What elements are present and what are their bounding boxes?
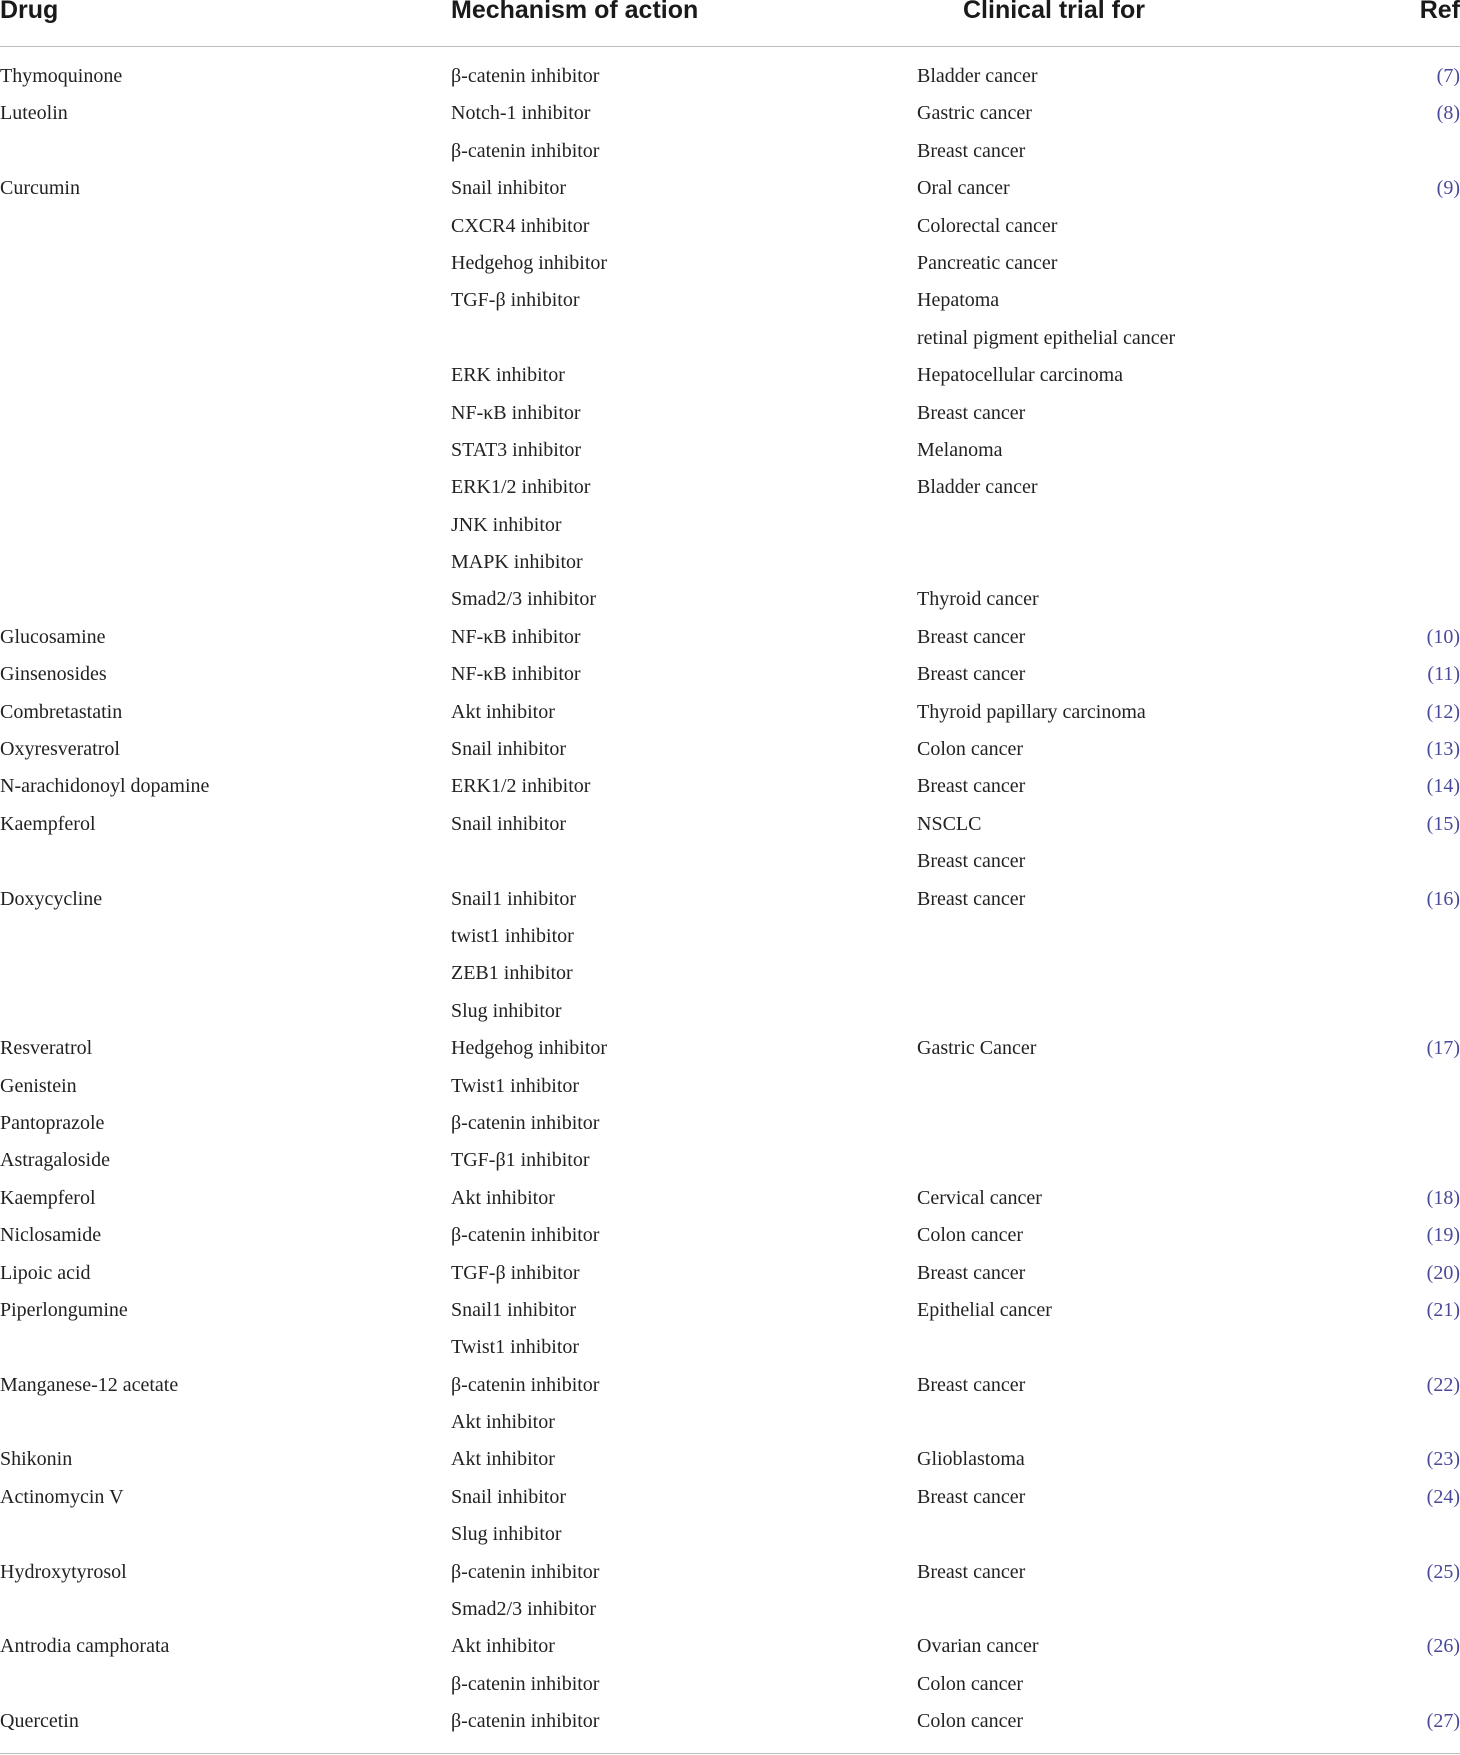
cell-drug: Doxycycline: [0, 887, 103, 910]
table-row: [0, 1218, 1460, 1255]
cell-mechanism: Hedgehog inhibitor: [451, 1037, 608, 1060]
cell-mechanism: β-catenin inhibitor: [451, 65, 600, 87]
table-row: [0, 1069, 1460, 1106]
cell-mechanism: β-catenin inhibitor: [451, 1710, 600, 1733]
cell-mechanism: β-catenin inhibitor: [451, 1560, 600, 1583]
cell-mechanism: β-catenin inhibitor: [451, 139, 600, 162]
table-row: [0, 882, 1460, 919]
cell-clinical-trial: Colon cancer: [917, 1224, 1024, 1247]
table-row: [0, 807, 1460, 844]
table-row: [0, 209, 1460, 246]
cell-mechanism: β-catenin inhibitor: [451, 1111, 600, 1134]
cell-clinical-trial: Breast cancer: [917, 887, 1026, 910]
cell-drug: Resveratrol: [0, 1037, 93, 1060]
cell-mechanism: ZEB1 inhibitor: [451, 962, 573, 985]
cell-mechanism: Snail inhibitor: [451, 738, 566, 761]
cell-mechanism: ERK1/2 inhibitor: [451, 476, 591, 499]
cell-mechanism: Twist1 inhibitor: [451, 1074, 580, 1097]
table-row: [0, 657, 1460, 694]
table-row: [0, 134, 1460, 171]
cell-drug: Pantoprazole: [0, 1111, 105, 1134]
header-mechanism: Mechanism of action: [451, 0, 699, 24]
cell-drug: Astragaloside: [0, 1149, 110, 1172]
table-row: [0, 1106, 1460, 1143]
cell-drug: Shikonin: [0, 1448, 73, 1471]
cell-drug: Combretastatin: [0, 700, 123, 723]
cell-mechanism: Akt inhibitor: [451, 1186, 555, 1209]
cell-drug: Quercetin: [0, 1710, 79, 1733]
table-body: [0, 59, 1460, 1742]
cell-drug: Niclosamide: [0, 1224, 102, 1247]
cell-clinical-trial: Oral cancer: [917, 177, 1010, 200]
table-row: [0, 433, 1460, 470]
cell-ref[interactable]: (26): [1426, 1635, 1460, 1658]
cell-clinical-trial: Glioblastoma: [917, 1448, 1025, 1471]
cell-drug: Ginsenosides: [0, 663, 107, 686]
cell-clinical-trial: Gastric Cancer: [917, 1037, 1037, 1060]
cell-ref[interactable]: (21): [1426, 1298, 1460, 1321]
table-row: [0, 1330, 1460, 1367]
header-drug: Drug: [0, 0, 59, 24]
cell-drug: Kaempferol: [0, 812, 96, 835]
cell-clinical-trial: Breast cancer: [917, 139, 1026, 162]
cell-mechanism: Snail inhibitor: [451, 812, 566, 835]
cell-clinical-trial: Colon cancer: [917, 1672, 1024, 1695]
cell-drug: N-arachidonoyl dopamine: [0, 775, 210, 798]
cell-mechanism: β-catenin inhibitor: [451, 1373, 600, 1396]
cell-mechanism: Snail inhibitor: [451, 177, 566, 200]
table-row: [0, 769, 1460, 806]
header-ref: Ref: [1419, 0, 1460, 24]
cell-mechanism: β-catenin inhibitor: [451, 1672, 600, 1695]
cell-mechanism: Akt inhibitor: [451, 1635, 555, 1658]
cell-drug: Piperlongumine: [0, 1298, 128, 1321]
cell-mechanism: ERK1/2 inhibitor: [451, 775, 591, 798]
table-header: [0, 0, 1460, 47]
cell-mechanism: ERK inhibitor: [451, 364, 565, 387]
cell-drug: Thymoquinone: [0, 65, 123, 87]
cell-drug: Kaempferol: [0, 1186, 96, 1209]
table-row: [0, 321, 1460, 358]
cell-ref[interactable]: (19): [1426, 1224, 1460, 1247]
table-row: [0, 508, 1460, 545]
cell-clinical-trial: Breast cancer: [917, 625, 1026, 648]
cell-drug: Luteolin: [0, 102, 68, 125]
table-row: [0, 1256, 1460, 1293]
table-row: [0, 919, 1460, 956]
cell-mechanism: NF-κB inhibitor: [451, 401, 581, 424]
cell-clinical-trial: NSCLC: [917, 812, 982, 835]
cell-ref[interactable]: (24): [1426, 1485, 1460, 1508]
table-row: [0, 1405, 1460, 1442]
cell-mechanism: STAT3 inhibitor: [451, 438, 582, 461]
cell-mechanism: Snail1 inhibitor: [451, 1298, 576, 1321]
table-row: [0, 695, 1460, 732]
table-row: [0, 956, 1460, 993]
table-row: [0, 396, 1460, 433]
table-row: [0, 844, 1460, 881]
table-row: [0, 1555, 1460, 1592]
cell-drug: Hydroxytyrosol: [0, 1560, 127, 1583]
cell-mechanism: JNK inhibitor: [451, 513, 562, 536]
cell-drug: Genistein: [0, 1074, 77, 1097]
cell-ref[interactable]: (11): [1427, 663, 1460, 686]
cell-ref[interactable]: (20): [1426, 1261, 1460, 1284]
cell-mechanism: Smad2/3 inhibitor: [451, 588, 596, 611]
cell-clinical-trial: Thyroid cancer: [917, 588, 1039, 611]
cell-mechanism: Akt inhibitor: [451, 700, 555, 723]
cell-clinical-trial: Breast cancer: [917, 775, 1026, 798]
cell-clinical-trial: Hepatocellular carcinoma: [917, 364, 1123, 387]
cell-clinical-trial: Epithelial cancer: [917, 1298, 1052, 1321]
cell-ref[interactable]: (16): [1426, 887, 1460, 910]
cell-mechanism: twist1 inhibitor: [451, 924, 574, 947]
table-row: [0, 1181, 1460, 1218]
cell-clinical-trial: Bladder cancer: [917, 476, 1038, 499]
cell-clinical-trial: Breast cancer: [917, 1485, 1026, 1508]
cell-ref[interactable]: (12): [1426, 700, 1460, 723]
cell-drug: Lipoic acid: [0, 1261, 91, 1284]
cell-drug: Actinomycin V: [0, 1485, 124, 1508]
cell-ref[interactable]: (18): [1426, 1186, 1460, 1209]
cell-mechanism: Akt inhibitor: [451, 1448, 555, 1471]
cell-clinical-trial: Breast cancer: [917, 1261, 1026, 1284]
cell-clinical-trial: Melanoma: [917, 438, 1003, 461]
table-row: [0, 1667, 1460, 1704]
cell-drug: Oxyresveratrol: [0, 738, 120, 761]
cell-mechanism: CXCR4 inhibitor: [451, 214, 590, 237]
cell-mechanism: Akt inhibitor: [451, 1411, 555, 1434]
table-row: [0, 470, 1460, 507]
table-row: [0, 1629, 1460, 1666]
cell-ref[interactable]: (8): [1436, 102, 1460, 125]
cell-ref[interactable]: (15): [1426, 812, 1460, 835]
cell-clinical-trial: Breast cancer: [917, 850, 1026, 873]
table-row: [0, 732, 1460, 769]
cell-ref[interactable]: (14): [1426, 775, 1460, 798]
cell-mechanism: TGF-β inhibitor: [451, 289, 580, 312]
cell-mechanism: β-catenin inhibitor: [451, 1224, 600, 1247]
cell-clinical-trial: Bladder cancer: [917, 65, 1038, 87]
table-row: [0, 1480, 1460, 1517]
cell-ref[interactable]: (22): [1426, 1373, 1460, 1396]
header-clinical-trial: Clinical trial for: [963, 0, 1145, 24]
cell-ref[interactable]: (9): [1436, 177, 1460, 200]
cell-ref[interactable]: (25): [1426, 1560, 1460, 1583]
table-row: [0, 171, 1460, 208]
table-row: [0, 1517, 1460, 1554]
cell-mechanism: Notch-1 inhibitor: [451, 102, 591, 125]
cell-mechanism: Slug inhibitor: [451, 999, 562, 1022]
table-row: [0, 1143, 1460, 1180]
table-row: [0, 620, 1460, 657]
cell-drug: Antrodia camphorata: [0, 1635, 170, 1658]
table-row: [0, 246, 1460, 283]
cell-mechanism: Twist1 inhibitor: [451, 1336, 580, 1359]
cell-drug: Glucosamine: [0, 625, 106, 648]
cell-mechanism: TGF-β1 inhibitor: [451, 1149, 590, 1172]
cell-clinical-trial: Colon cancer: [917, 738, 1024, 761]
cell-mechanism: NF-κB inhibitor: [451, 663, 581, 686]
cell-clinical-trial: Hepatoma: [917, 289, 1000, 312]
table-row: [0, 1442, 1460, 1479]
cell-clinical-trial: Cervical cancer: [917, 1186, 1042, 1209]
table-row: [0, 96, 1460, 133]
table-bottom-rule: [0, 1753, 1460, 1754]
table-row: [0, 545, 1460, 582]
cell-clinical-trial: Breast cancer: [917, 401, 1026, 424]
cell-clinical-trial: Colon cancer: [917, 1710, 1024, 1733]
cell-mechanism: Hedgehog inhibitor: [451, 251, 608, 274]
cell-drug: Manganese-12 acetate: [0, 1373, 179, 1396]
table-row: [0, 283, 1460, 320]
cell-ref[interactable]: (7): [1436, 65, 1460, 87]
table-row: [0, 1704, 1460, 1741]
cell-clinical-trial: Pancreatic cancer: [917, 251, 1058, 274]
cell-ref[interactable]: (13): [1426, 738, 1460, 761]
cell-clinical-trial: Gastric cancer: [917, 102, 1032, 125]
cell-mechanism: MAPK inhibitor: [451, 551, 583, 574]
table-row: [0, 1368, 1460, 1405]
cell-mechanism: Smad2/3 inhibitor: [451, 1598, 596, 1621]
cell-ref[interactable]: (27): [1426, 1710, 1460, 1733]
cell-mechanism: NF-κB inhibitor: [451, 625, 581, 648]
table-row: [0, 1293, 1460, 1330]
cell-clinical-trial: Breast cancer: [917, 663, 1026, 686]
table-row: [0, 1592, 1460, 1629]
cell-mechanism: Slug inhibitor: [451, 1523, 562, 1546]
cell-clinical-trial: Thyroid papillary carcinoma: [917, 700, 1146, 723]
cell-ref[interactable]: (17): [1426, 1037, 1460, 1060]
cell-ref[interactable]: (10): [1426, 625, 1460, 648]
table-row: [0, 994, 1460, 1031]
cell-clinical-trial: Breast cancer: [917, 1560, 1026, 1583]
cell-drug: Curcumin: [0, 177, 80, 200]
cell-mechanism: Snail1 inhibitor: [451, 887, 576, 910]
cell-clinical-trial: Colorectal cancer: [917, 214, 1058, 237]
table-row: [0, 582, 1460, 619]
table-row: [0, 59, 1460, 96]
cell-clinical-trial: retinal pigment epithelial cancer: [917, 326, 1176, 349]
table-row: [0, 358, 1460, 395]
cell-mechanism: Snail inhibitor: [451, 1485, 566, 1508]
cell-ref[interactable]: (23): [1426, 1448, 1460, 1471]
cell-mechanism: TGF-β inhibitor: [451, 1261, 580, 1284]
cell-clinical-trial: Ovarian cancer: [917, 1635, 1039, 1658]
cell-clinical-trial: Breast cancer: [917, 1373, 1026, 1396]
table-row: [0, 1031, 1460, 1068]
